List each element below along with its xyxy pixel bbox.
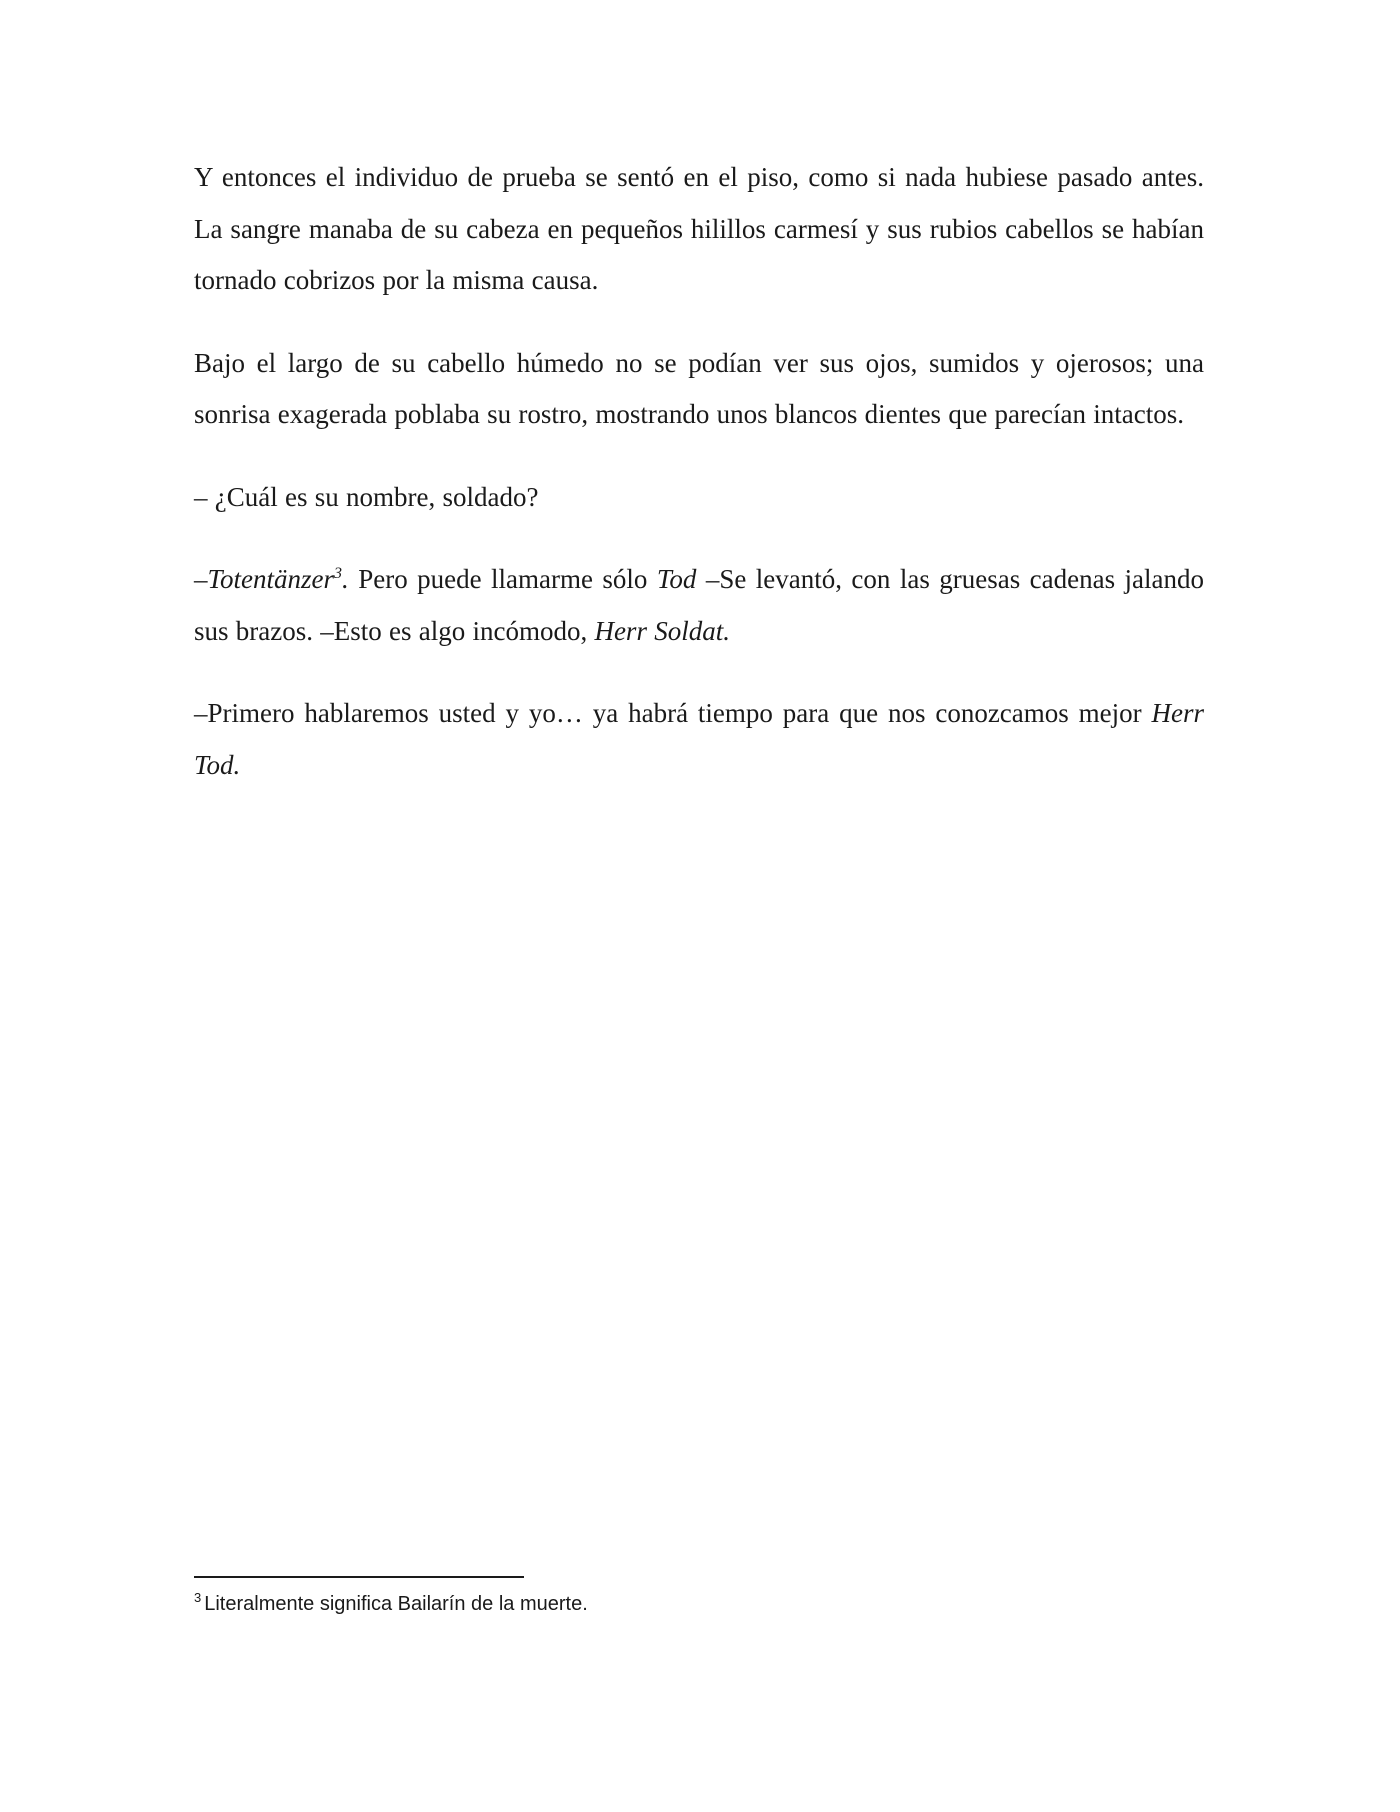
footnote-reference[interactable]: 3 xyxy=(334,565,343,582)
dialogue-text-b: –Se levantó, con las gruesas cadenas jalando sus brazos. –Esto es algo incómodo, xyxy=(194,564,1204,646)
name-tod: Tod xyxy=(656,564,697,594)
end-period: . xyxy=(723,615,730,646)
footnote xyxy=(194,1590,1204,1618)
dialogue-reply xyxy=(194,688,1204,791)
footnote-marker: 3 xyxy=(194,1590,202,1606)
name-totentanzer: Totentänzer xyxy=(207,564,335,594)
herr-soldat: Herr Soldat xyxy=(594,615,724,646)
dialogue-answer xyxy=(194,554,1204,657)
dialogue-text-a: Pero puede llamarme sólo xyxy=(348,564,657,594)
herr-tod: Herr Tod xyxy=(194,698,1204,780)
body-text xyxy=(194,152,1204,822)
period: . xyxy=(342,564,349,594)
paragraph-2: Bajo el largo de su cabello húmedo no se podían ver sus ojos, sumidos y ojerosos; una sonrisa exagerada poblaba su rostro, mostrando unos blancos dientes que parecían intactos. xyxy=(194,347,1204,429)
reply-text: –Primero hablaremos usted y yo… ya habrá tiempo para que nos conozcamos mejor xyxy=(194,698,1152,728)
reply-end-period: . xyxy=(233,749,241,780)
dash: – xyxy=(194,564,208,594)
footnote-separator xyxy=(194,1576,524,1578)
paragraph-1: Y entonces el individuo de prueba se sentó en el piso, como si nada hubiese pasado antes. La sangre manaba de su cabeza en pequeños hilillos carmesí y sus rubios cabellos se habían tornado cobrizos por la misma causa. xyxy=(194,162,1204,295)
footnote-text: Literalmente significa Bailarín de la muerte. xyxy=(204,1593,588,1615)
dialogue-question: – ¿Cuál es su nombre, soldado? xyxy=(194,481,539,512)
